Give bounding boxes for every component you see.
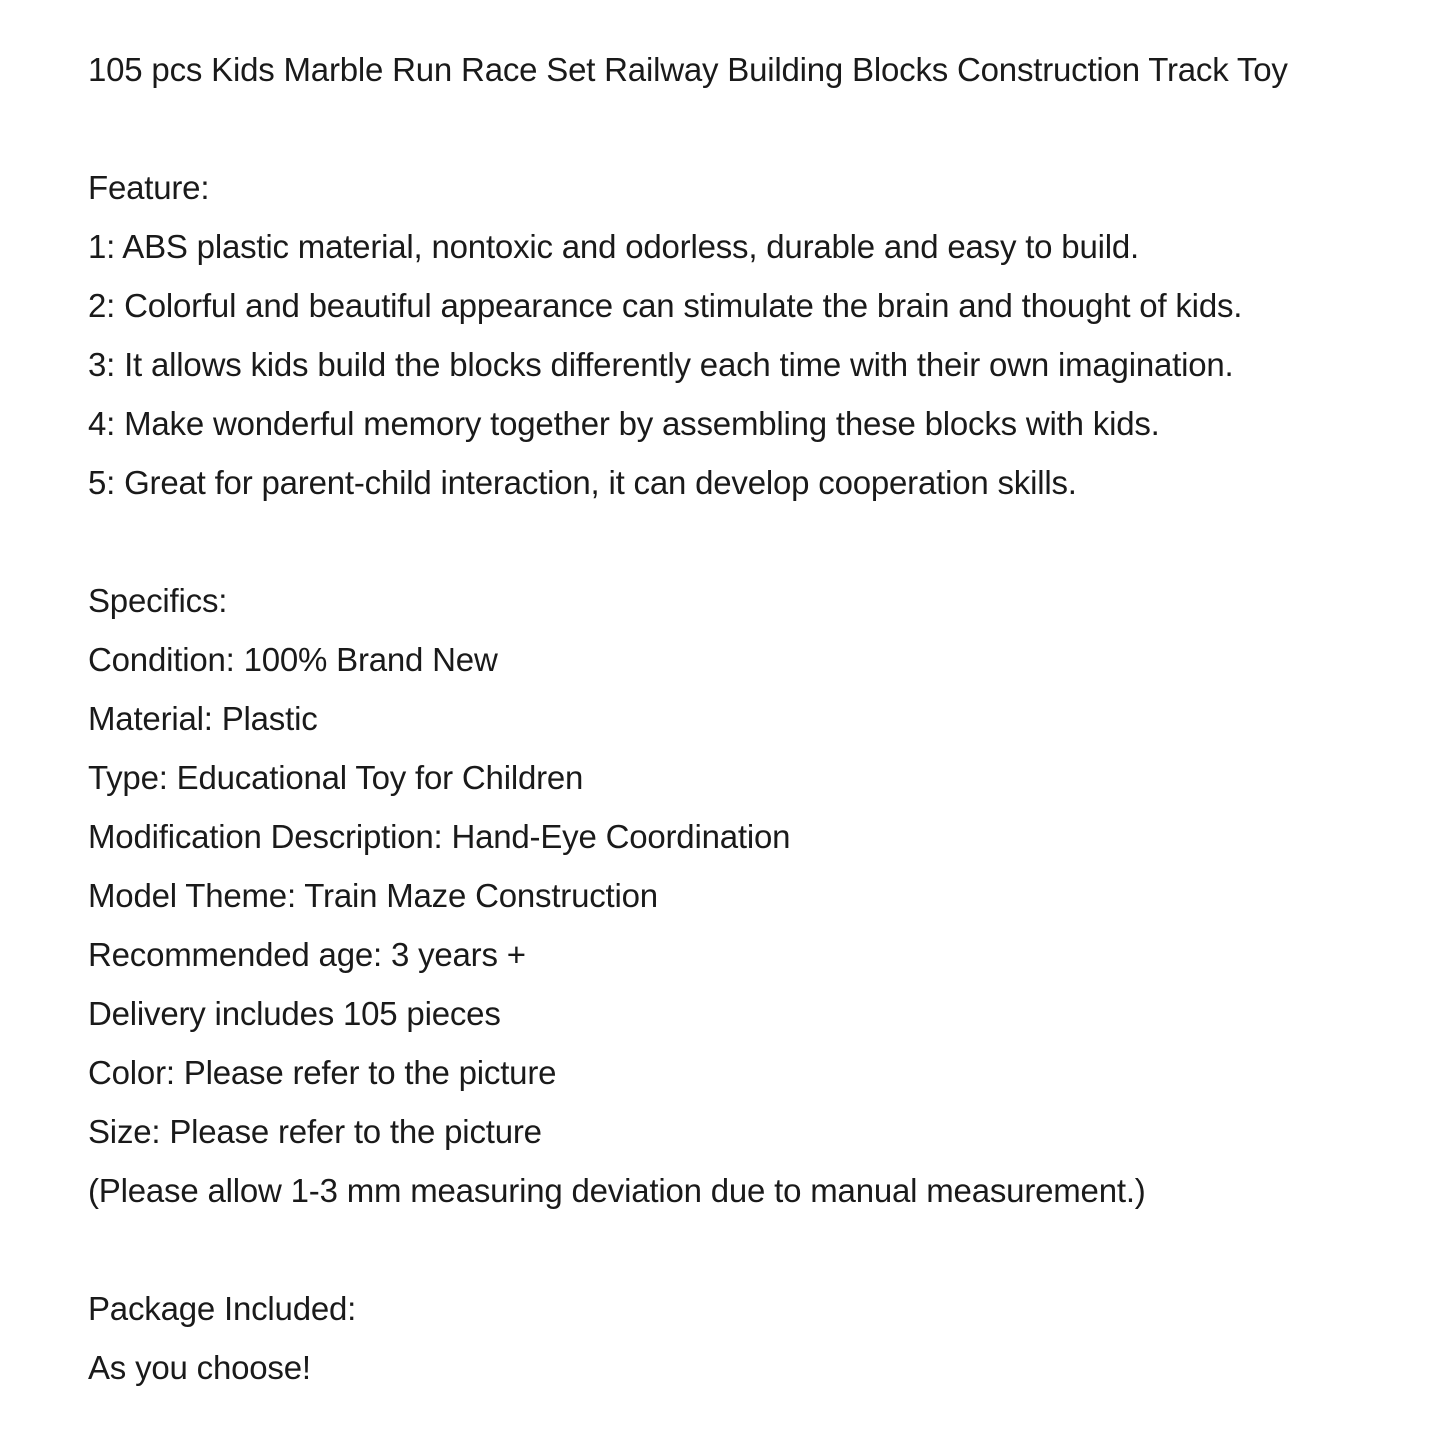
spec-measurement-note: (Please allow 1-3 mm measuring deviation due to manual measurement.) xyxy=(88,1172,1146,1209)
package-heading: Package Included: xyxy=(88,1290,357,1327)
spacer xyxy=(88,512,1365,571)
spacer xyxy=(88,99,1365,158)
spec-color: Color: Please refer to the picture xyxy=(88,1054,557,1091)
package-note: As you choose! xyxy=(88,1349,311,1386)
spec-material: Material: Plastic xyxy=(88,700,318,737)
feature-item-2: 2: Colorful and beautiful appearance can stimulate the brain and thought of kids. xyxy=(88,287,1243,324)
feature-heading: Feature: xyxy=(88,169,210,206)
feature-item-5: 5: Great for parent-child interaction, it can develop cooperation skills. xyxy=(88,464,1077,501)
product-title: 105 pcs Kids Marble Run Race Set Railway Building Blocks Construction Track Toy xyxy=(88,51,1288,88)
spec-recommended-age: Recommended age: 3 years + xyxy=(88,936,526,973)
feature-item-4: 4: Make wonderful memory together by assembling these blocks with kids. xyxy=(88,405,1160,442)
specifics-heading: Specifics: xyxy=(88,582,228,619)
feature-item-3: 3: It allows kids build the blocks differently each time with their own imagination. xyxy=(88,346,1234,383)
spec-modification-description: Modification Description: Hand-Eye Coordination xyxy=(88,818,791,855)
feature-item-1: 1: ABS plastic material, nontoxic and odorless, durable and easy to build. xyxy=(88,228,1139,265)
spec-size: Size: Please refer to the picture xyxy=(88,1113,542,1150)
spec-delivery: Delivery includes 105 pieces xyxy=(88,995,501,1032)
spacer xyxy=(88,1220,1365,1279)
spec-condition: Condition: 100% Brand New xyxy=(88,641,498,678)
spec-type: Type: Educational Toy for Children xyxy=(88,759,584,796)
spec-model-theme: Model Theme: Train Maze Construction xyxy=(88,877,658,914)
